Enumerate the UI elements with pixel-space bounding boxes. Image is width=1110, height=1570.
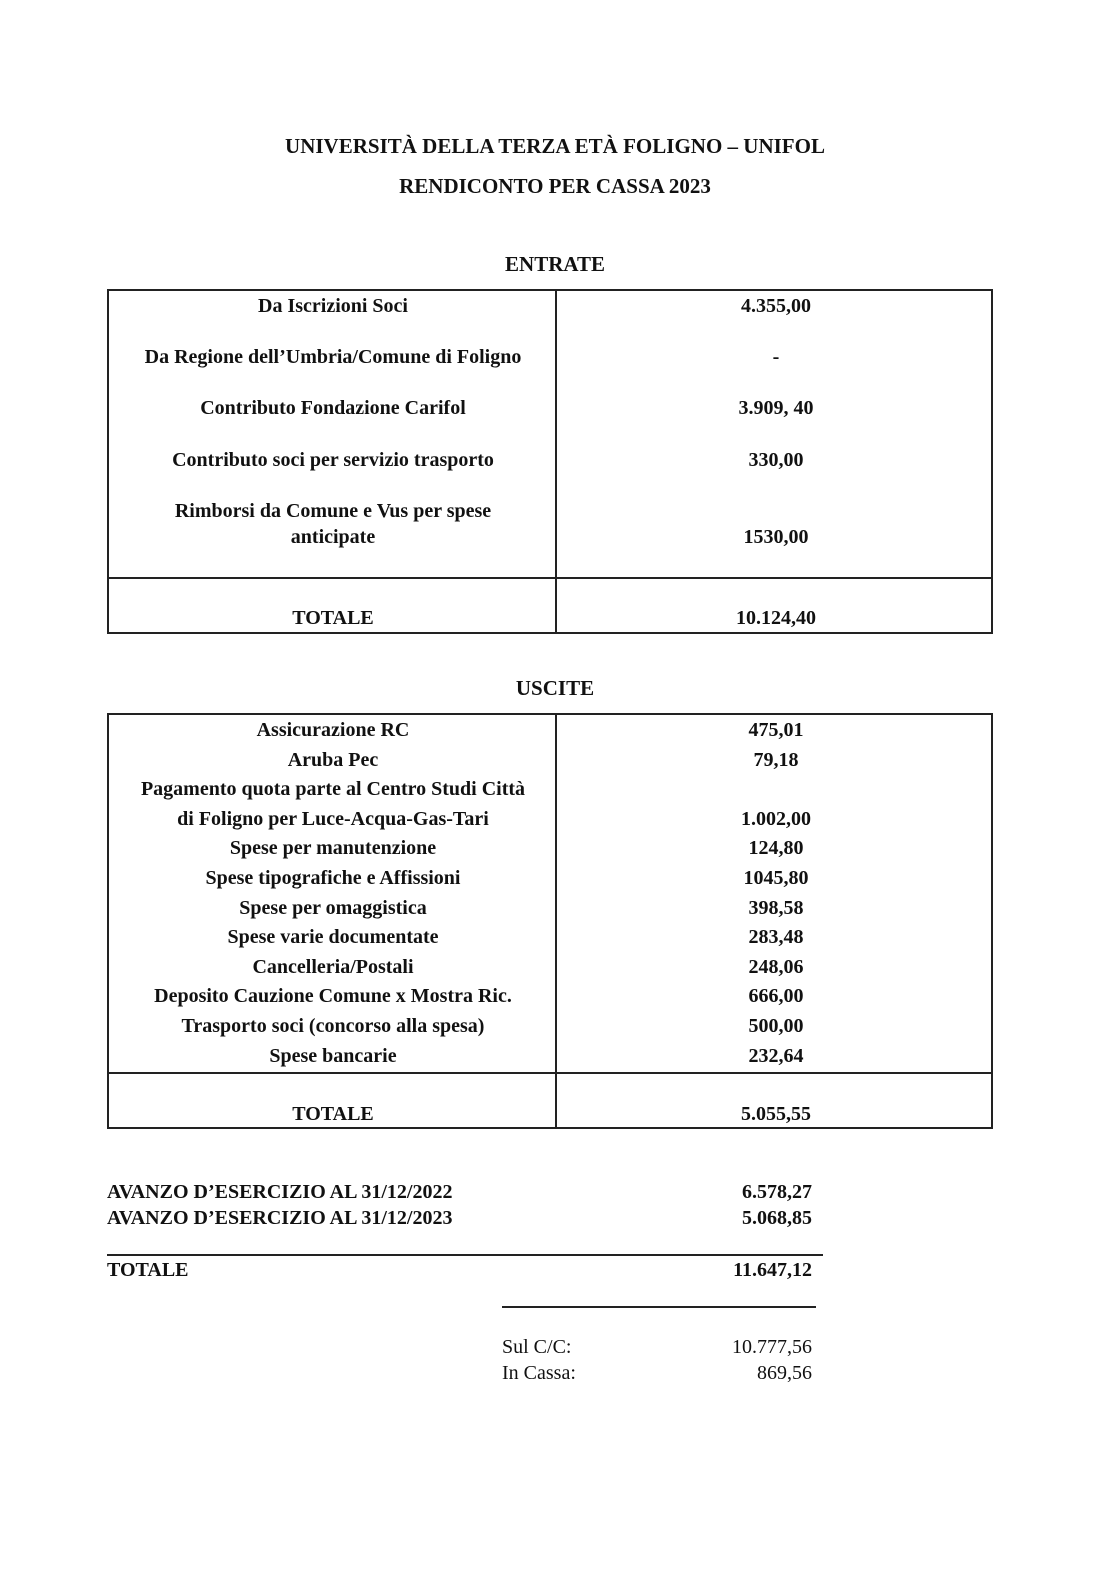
entrate-total-value: 10.124,40 (736, 607, 816, 629)
uscite-row-value: 79,18 (753, 748, 799, 771)
uscite-row-value: 124,80 (748, 837, 804, 860)
summary-divider (107, 1254, 823, 1256)
uscite-row-value: 398,58 (748, 896, 804, 919)
document-subtitle: RENDICONTO PER CASSA 2023 (399, 174, 711, 198)
uscite-row-value: 475,01 (748, 719, 804, 741)
uscite-total-label: TOTALE (292, 1103, 374, 1125)
uscite-row-label: Spese tipografiche e Affissioni (205, 867, 461, 889)
cc-label: Sul C/C: (502, 1336, 572, 1358)
uscite-row-value: 666,00 (748, 985, 804, 1008)
avanzo-2023-value: 5.068,85 (742, 1207, 812, 1229)
uscite-row-label: Spese bancarie (269, 1044, 397, 1067)
document-title: UNIVERSITÀ DELLA TERZA ETÀ FOLIGNO – UNIFOL (285, 134, 825, 158)
uscite-table (107, 713, 993, 1129)
entrate-row-label: Contributo soci per servizio trasporto (172, 449, 494, 471)
uscite-row-value: 1.002,00 (741, 807, 811, 830)
uscite-row-label: Trasporto soci (concorso alla spesa) (181, 1015, 485, 1037)
avanzo-2022-value: 6.578,27 (742, 1181, 812, 1203)
uscite-row-label: Aruba Pec (287, 748, 379, 771)
total-divider (109, 1072, 991, 1074)
summary-total-value: 11.647,12 (733, 1259, 812, 1281)
uscite-row-value: 248,06 (748, 955, 804, 978)
entrate-row-value: 4.355,00 (741, 295, 811, 317)
entrate-total-label: TOTALE (292, 607, 374, 629)
uscite-row-value (557, 775, 995, 805)
uscite-row-label: Spese varie documentate (227, 926, 439, 949)
uscite-row-label: Assicurazione RC (256, 719, 410, 741)
uscite-row-label: Pagamento quota parte al Centro Studi Città (140, 778, 526, 801)
entrate-row-label: Rimborsi da Comune e Vus per spese (174, 500, 492, 522)
entrate-row-value: - (772, 346, 780, 368)
summary-total-label: TOTALE (107, 1259, 189, 1281)
uscite-row-value: 232,64 (748, 1044, 804, 1067)
cassa-label: In Cassa: (502, 1362, 576, 1384)
entrate-heading: ENTRATE (505, 252, 605, 276)
uscite-row-label: Cancelleria/Postali (252, 955, 414, 978)
uscite-row-value: 500,00 (748, 1015, 804, 1037)
uscite-row-label: di Foligno per Luce-Acqua-Gas-Tari (177, 807, 489, 830)
entrate-row-label: Da Regione dell’Umbria/Comune di Foligno (144, 346, 522, 368)
avanzo-2023-label: AVANZO D’ESERCIZIO AL 31/12/2023 (107, 1207, 453, 1229)
entrate-row-value: 330,00 (748, 449, 804, 471)
entrate-row-label: anticipate (290, 526, 376, 548)
uscite-row-label: Spese per omaggistica (239, 896, 427, 919)
uscite-total-value: 5.055,55 (741, 1103, 811, 1125)
balance-divider (502, 1306, 816, 1308)
entrate-row-value: 1530,00 (743, 526, 809, 548)
entrate-table (107, 289, 993, 634)
cassa-value: 869,56 (757, 1362, 812, 1384)
uscite-row-label: Deposito Cauzione Comune x Mostra Ric. (154, 985, 512, 1008)
entrate-row-label: Da Iscrizioni Soci (258, 295, 408, 317)
uscite-heading: USCITE (515, 676, 595, 700)
total-divider (109, 577, 991, 579)
avanzo-2022-label: AVANZO D’ESERCIZIO AL 31/12/2022 (107, 1181, 453, 1203)
uscite-row-value: 283,48 (748, 926, 804, 949)
entrate-row-label: Contributo Fondazione Carifol (200, 397, 466, 419)
uscite-row-value: 1045,80 (743, 867, 809, 889)
cc-value: 10.777,56 (732, 1336, 812, 1358)
entrate-row-value: 3.909, 40 (738, 397, 814, 419)
uscite-row-label: Spese per manutenzione (229, 837, 437, 860)
